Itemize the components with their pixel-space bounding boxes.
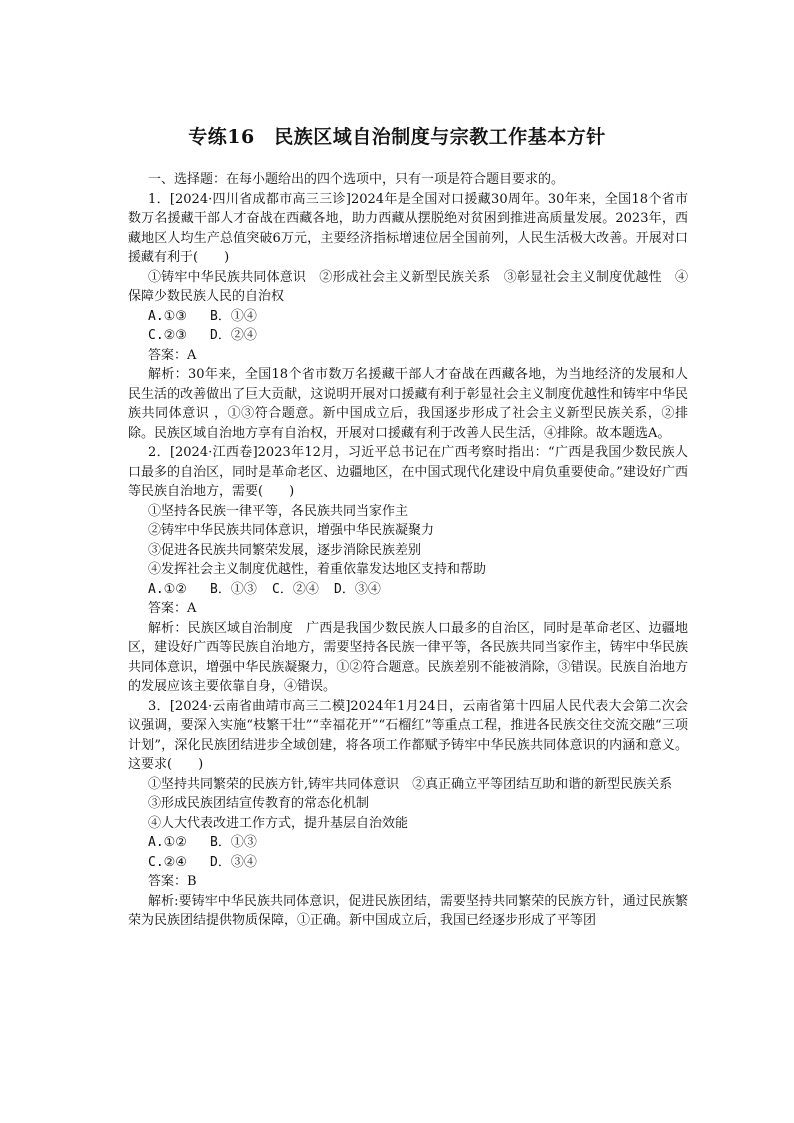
question-1-stem: 1．[2024·四川省成都市高三三诊]2024年是全国对口援藏30周年。30年来，全国18个省市数万名援藏干部人才奋战在西藏各地，助力西藏从摆脱绝对贫困到推进高质量发展。2023年，西藏地区人均生产总值突破6万元，主要经济指标增速位居全国前列，人民生活极大改善。开展对口援藏有利于( )	[128, 191, 688, 265]
option-c: C.②③	[148, 328, 187, 343]
question-3-answer: 答案：B	[148, 874, 197, 889]
question-3-options-ab	[128, 833, 688, 853]
question-2-item-3: ③促进各民族共同繁荣发展，逐步消除民族差别	[148, 542, 422, 558]
question-3-stem: 3．[2024·云南省曲靖市高三二模]2024年1月24日，云南省第十四届人民代表大会第二次会议强调，要深入实施“枝繁干壮”“幸福花开”“石榴红”等重点工程，推进各民族交往交流交融“三项计划”，深化民族团结进步全域创建，将各项工作都赋予铸牢中华民族共同体意识的内涵和意义。这要求( )	[128, 698, 688, 772]
question-1-options-cd	[128, 326, 688, 346]
option-d: D．③④	[334, 581, 381, 597]
question-1-analysis: 解析：30年来，全国18个省市数万名援藏干部人才奋战在西藏各地，为当地经济的发展和人民生活的改善做出了巨大贡献，这说明开展对口援藏有利于彰显社会主义制度优越性和铸牢中华民族共同体意识 ，①③符合题意。新中国成立后，我国逐步形成了社会主义新型民族关系，②排除。民族区域自治地方享有自治权，开展对口援藏有利于改善人民生活，④排除。故本题选A。	[128, 367, 688, 441]
page-title: 专练16 民族区域自治制度与宗教工作基本方针	[188, 126, 606, 148]
option-a: A.①②	[148, 835, 187, 850]
option-a: A.①②	[148, 581, 187, 597]
question-1-options-ab	[128, 307, 688, 327]
question-3-items-1-2: ①坚持共同繁荣的民族方针,铸牢共同体意识 ②真正确立平等团结互助和谐的新型民族关系	[148, 776, 673, 792]
question-2-item-4: ④发挥社会主义制度优越性，着重依靠发达地区支持和帮助	[148, 562, 487, 577]
option-c: C.②④	[148, 854, 187, 870]
question-3-options-cd	[128, 853, 688, 873]
question-2-options	[128, 580, 688, 600]
option-d: D．②④	[210, 328, 257, 343]
section-heading: 一、选择题：在每小题给出的四个选项中，只有一项是符合题目要求的。	[148, 172, 565, 187]
question-2-item-1: ①坚持各民族一律平等，各民族共同当家作主	[148, 503, 409, 519]
question-2-analysis: 解析：民族区域自治制度 广西是我国少数民族人口最多的自治区，同时是革命老区、边疆地区，建设好广西等民族自治地方，需要坚持各民族一律平等，各民族共同当家作主，铸牢中华民族共同体意识，增强中华民族凝聚力，①②符合题意。民族差别不能被消除，③错误。民族自治地方的发展应该主要依靠自身，④错误。	[128, 620, 688, 694]
question-3-item-4: ④人大代表改进工作方式，提升基层自治效能	[148, 815, 409, 831]
document-body	[128, 170, 688, 931]
option-b: B．①③	[210, 835, 257, 850]
option-b: B．①③	[210, 581, 257, 597]
option-a: A.①③	[148, 308, 187, 324]
question-2-stem: 2．[2024·江西卷]2023年12月，习近平总书记在广西考察时指出：“广西是我国少数民族人口最多的自治区，同时是革命老区、边疆地区，在中国式现代化建设中肩负重要使命。”建设好广西等民族自治地方，需要( )	[128, 445, 688, 499]
question-3-item-3: ③形成民族团结宣传教育的常态化机制	[148, 796, 370, 811]
option-c: C．②④	[272, 581, 319, 597]
option-b: B．①④	[210, 308, 257, 324]
question-2-item-2: ②铸牢中华民族共同体意识，增强中华民族凝聚力	[148, 523, 435, 538]
question-1-items: ①铸牢中华民族共同体意识 ②形成社会主义新型民族关系 ③彰显社会主义制度优越性 ④保障少数民族人民的自治权	[128, 269, 688, 304]
option-d: D．③④	[210, 854, 257, 870]
question-3-analysis: 解析:要铸牢中华民族共同体意识，促进民族团结，需要坚持共同繁荣的民族方针，通过民族繁荣为民族团结提供物质保障，①正确。新中国成立后，我国已经逐步形成了平等团	[128, 893, 688, 928]
question-1-answer: 答案：A	[148, 347, 197, 363]
question-2-answer: 答案：A	[148, 601, 197, 616]
